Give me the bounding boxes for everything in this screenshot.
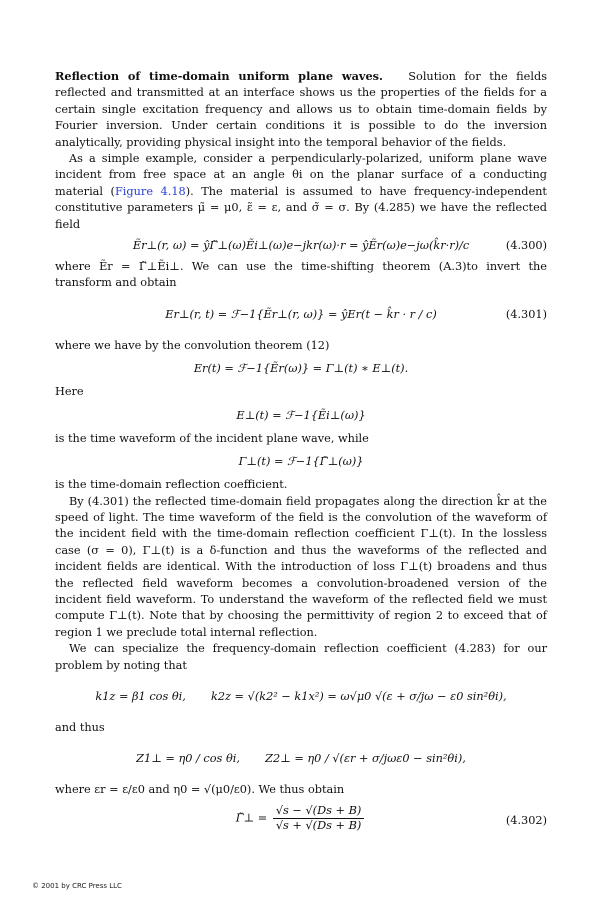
equation-number: (4.300)	[505, 239, 547, 253]
paragraph-example	[55, 151, 547, 233]
equation-expression: Er(t) = ℱ−1{Ẽr(ω)} = Γ⊥(t) ∗ E⊥(t).	[193, 362, 409, 376]
equation-4-300	[55, 238, 547, 254]
equation-k2z: k2z = √(k2² − k1x²) = ω√μ0 √(ε + σ/jω − ε0 sin²θi),	[210, 689, 507, 703]
equation-reflection-coefficient-time	[55, 452, 547, 472]
example-text-b: ). The material is assumed to have frequency-independent constitutive parameters μ̃ = μ0, ε̃ = ε, and σ̃ = σ. By (4.285) we have the reflected field	[55, 184, 547, 231]
paragraph-incident-desc: is the time waveform of the incident plane wave, while	[55, 431, 369, 445]
equation-convolution	[55, 359, 547, 379]
equation-z1: Z1⊥ = η0 / cos θi,	[136, 752, 240, 766]
equation-expression: Er⊥(r, t) = ℱ−1{Ẽr⊥(r, ω)} = ŷEr(t − k̂r · r / c)	[165, 307, 437, 321]
copyright-footer: © 2001 by CRC Press LLC	[32, 882, 122, 890]
equation-number: (4.301)	[505, 307, 547, 321]
equation-4-301	[55, 297, 547, 333]
figure-link[interactable]: Figure 4.18	[114, 184, 186, 198]
section-runin-heading: Reflection of time-domain uniform plane waves.	[55, 69, 383, 83]
equation-4-302	[55, 804, 547, 838]
fraction-denominator: √s + √(Ds + B)	[275, 818, 362, 832]
equation-k1z: k1z = β1 cos θi,	[95, 689, 186, 703]
fraction	[273, 804, 364, 833]
paragraph-and-thus: and thus	[55, 720, 105, 734]
paragraph-time-shift: where Ẽr = Γ̃⊥Ẽi⊥. We can use the time-shifting theorem (A.3)to invert the transform and obtain	[55, 260, 547, 290]
equation-number: (4.302)	[505, 813, 547, 827]
equation-expression: Γ⊥(t) = ℱ−1{Γ̃⊥(ω)}	[238, 455, 364, 469]
example-text-a: As a simple example, consider a perpendicularly-polarized, uniform plane wave incident from free space at an angle θi on the planar surface of a conducting material (	[55, 152, 547, 198]
paragraph-convolution-intro: where we have by the convolution theorem (12)	[55, 338, 330, 352]
equation-incident-waveform	[55, 406, 547, 426]
equation-lhs: Γ̃⊥ =	[235, 811, 268, 825]
page-body	[55, 68, 547, 843]
paragraph-where-eps: where εr = ε/ε0 and η0 = √(μ0/ε0). We thus obtain	[55, 783, 345, 797]
paragraph-here: Here	[55, 385, 84, 399]
equation-z2: Z2⊥ = η0 / √(εr + σ/jωε0 − sin²θi),	[265, 752, 466, 766]
paragraph-coefficient-desc: is the time-domain reflection coefficient.	[55, 478, 288, 492]
paragraph-specialize: We can specialize the frequency-domain reflection coefficient (4.283) for our problem by noting that	[55, 642, 547, 672]
equation-expression: E⊥(t) = ℱ−1{Ẽi⊥(ω)}	[236, 408, 366, 422]
intro-text: Solution for the fields reflected and transmitted at an interface shows us the properties of the fields for a certain single excitation frequency and allows us to obtain time-domain fields by Fourier inversion. Under certain conditions it is possible to do the inversion analytically, providing physical insight into the temporal behavior of the fields.	[55, 70, 547, 149]
equation-expression: Ẽr⊥(r, ω) = ŷΓ̃⊥(ω)Ẽi⊥(ω)e−jkr(ω)·r = ŷẼr(ω)e−jω(k̂r·r)/c	[132, 239, 470, 253]
equation-kz	[55, 679, 547, 715]
paragraph-intro	[55, 68, 547, 151]
fraction-numerator: √s − √(Ds + B)	[273, 804, 364, 819]
equation-impedances	[55, 741, 547, 777]
paragraph-propagation: By (4.301) the reflected time-domain field propagates along the direction k̂r at the speed of light. The time waveform of the field is the convolution of the waveform of the incident field with the time-domain reflection coefficient Γ⊥(t). In the lossless case (σ = 0), Γ⊥(t) is a δ-function and thus the waveforms of the reflected and incident fields are identical. With the introduction of loss Γ⊥(t) broadens and thus the reflected field waveform becomes a convolution-broadened version of the incident field waveform. To understand the waveform of the reflected field we must compute Γ⊥(t). Note that by choosing the permittivity of region 2 to exceed that of region 1 we preclude total internal reflection.	[55, 494, 547, 639]
